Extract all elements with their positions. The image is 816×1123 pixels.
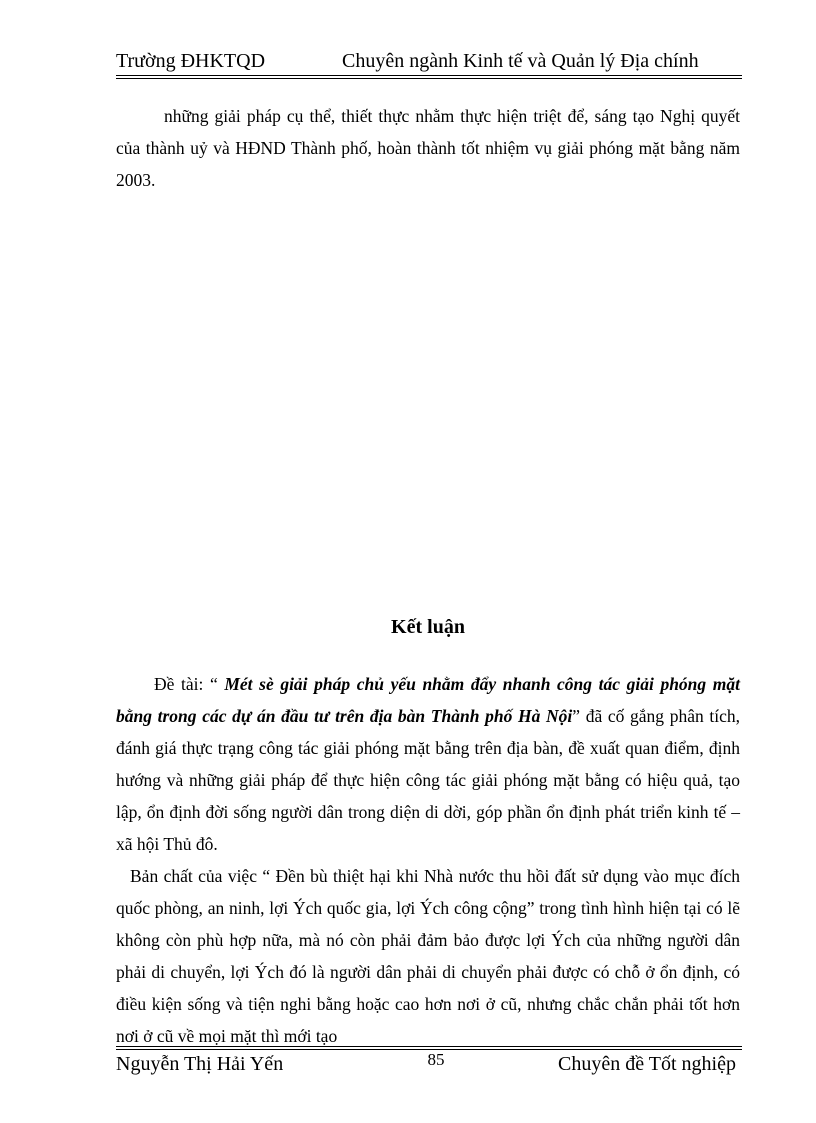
topic-rest: ” đã cố gắng phân tích, đánh giá thực trạng công tác giải phóng mặt bằng trên địa bàn, đề xuất quan điểm, định hướng và những giải pháp để thực hiện công tác giải phóng mặt bằng có hiệu quả, tạo lập, ổn định đời sống người dân trong diện di dời, góp phần ổn định phát triển kinh tế – xã hội Thủ đô. [116,706,741,854]
footer-doc-type: Chuyên đề Tốt nghiệp [558,1053,736,1075]
header-department: Chuyên ngành Kinh tế và Quản lý Địa chính [342,50,699,72]
page-number: 85 [427,1050,445,1069]
header-university: Trường ĐHKTQD [116,50,266,72]
paragraph-essence: Bản chất của việc “ Đền bù thiệt hại khi Nhà nước thu hồi đất sử dụng vào mục đích quốc phòng, an ninh, lợi Ých quốc gia, lợi Ých công cộng” trong tình hình hiện tại có lẽ không còn phù hợp nữa, mà nó còn phải đảm bảo được lợi Ých của những người dân phải di chuyển, lợi Ých đó là người dân phải di chuyển phải được có chỗ ở ổn định, có điều kiện sống và tiện nghi bằng hoặc cao hơn nơi ở cũ, nhưng chắc chắn phải tốt hơn nơi ở cũ về mọi mặt thì mới tạo [116,866,740,1046]
section-title: Kết luận [391,616,465,638]
topic-lead: Đề tài: “ [154,674,225,694]
header-rule-top [116,75,742,76]
topic-title: Mét sè giải pháp chủ yếu nhằm đẩy nhanh công tác giải phóng mặt bằng trong các dự án đầu tư trên địa bàn Thành phố Hà Nội [116,674,740,726]
paragraph-topic [116,668,740,860]
page-footer [116,1050,740,1078]
header-rule-bottom [116,78,742,79]
footer-author: Nguyễn Thị Hải Yến [116,1053,284,1075]
page-header [116,48,742,74]
paragraph-continuation: những giải pháp cụ thể, thiết thực nhằm thực hiện triệt để, sáng tạo Nghị quyết của thành uỷ và HĐND Thành phố, hoàn thành tốt nhiệm vụ giải phóng mặt bằng năm 2003. [116,106,740,190]
